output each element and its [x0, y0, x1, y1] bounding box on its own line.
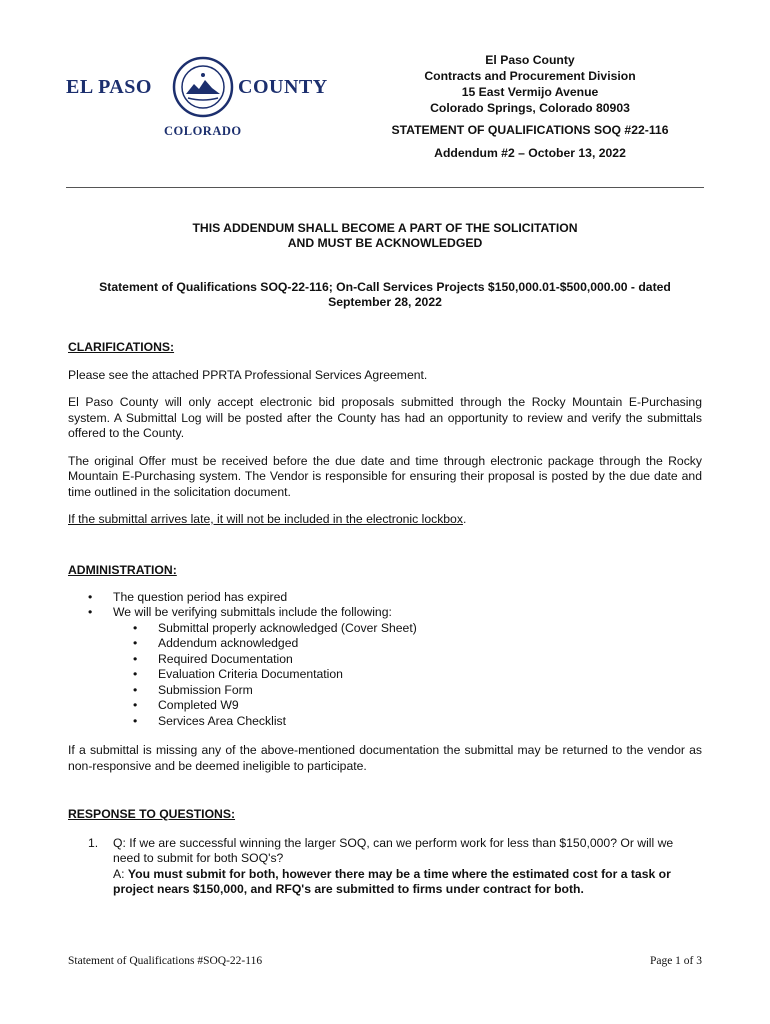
clarification-paragraph: El Paso County will only accept electronic bid proposals submitted through the Rocky Mountain E-Purchasing system. A Submittal Log will be posted after the County has had an opportunity to review and verify the submittals offered to the County.	[68, 395, 702, 440]
header-division: Contracts and Procurement Division	[424, 69, 636, 83]
clarifications-heading: CLARIFICATIONS:	[68, 340, 175, 354]
clarifications-section	[68, 340, 702, 528]
responses-heading: RESPONSE TO QUESTIONS:	[68, 807, 236, 821]
answer-prefix: A:	[113, 866, 128, 881]
subject-line-2: September 28, 2022	[328, 295, 442, 309]
subject-title	[66, 280, 704, 310]
subject-line-1: Statement of Qualifications SOQ-22-116; On-Call Services Projects $150,000.01-$500,000.00 - dated	[99, 280, 671, 294]
late-submittal-period: .	[462, 512, 467, 526]
question-text: Q: If we are successful winning the larger SOQ, can we perform work for less than $150,000? Or will we need to submit for both SOQ's?	[113, 835, 674, 865]
header-street: 15 East Vermijo Avenue	[461, 85, 599, 99]
list-item: • The question period has expired	[68, 590, 702, 606]
header-city: Colorado Springs, Colorado 80903	[430, 101, 630, 115]
sub-list-item: • Services Area Checklist	[68, 714, 702, 730]
administration-list	[68, 590, 702, 730]
administration-section	[68, 563, 702, 774]
sub-list-item: • Required Documentation	[68, 652, 702, 668]
document-header	[360, 52, 700, 161]
sub-list-item: • Completed W9	[68, 698, 702, 714]
answer-text	[113, 867, 702, 898]
header-org: El Paso County	[485, 53, 575, 67]
list-item: • We will be verifying submittals include the following:	[68, 605, 702, 621]
footer-document-title: Statement of Qualifications #SOQ-22-116	[68, 955, 263, 967]
notice-title	[66, 221, 704, 251]
logo-left-word: EL PASO	[66, 76, 152, 98]
logo-right-word: COUNTY	[238, 76, 328, 98]
administration-note: If a submittal is missing any of the above-mentioned documentation the submittal may be returned to the vendor as non-responsive and be deemed ineligible to participate.	[68, 743, 702, 773]
administration-heading: ADMINISTRATION:	[68, 563, 177, 577]
question-item	[68, 836, 702, 898]
sub-list-item: • Addendum acknowledged	[68, 636, 702, 652]
county-seal-icon	[172, 56, 234, 118]
header-divider	[66, 187, 704, 188]
responses-section	[68, 807, 702, 898]
answer-body: You must submit for both, however there may be a time where the estimated cost for a task or project nears $150,000, and RFQ's are submitted to firms under contract for both.	[113, 866, 671, 896]
footer-page-number: Page 1 of 3	[649, 955, 702, 967]
clarification-paragraph: Please see the attached PPRTA Professional Services Agreement.	[68, 367, 428, 382]
sub-list-item: • Submission Form	[68, 683, 702, 699]
notice-line-1: THIS ADDENDUM SHALL BECOME A PART OF THE SOLICITATION	[192, 221, 578, 235]
logo-state-word: COLORADO	[164, 124, 242, 138]
notice-line-2: AND MUST BE ACKNOWLEDGED	[287, 236, 483, 250]
sub-list-item: • Submittal properly acknowledged (Cover Sheet)	[68, 621, 702, 637]
clarification-paragraph: The original Offer must be received before the due date and time through electronic package through the Rocky Mountain E-Purchasing system. The Vendor is responsible for ensuring their proposal is posted by the due date and time outlined in the solicitation document.	[68, 453, 702, 499]
county-logo	[66, 56, 340, 140]
header-soq: STATEMENT OF QUALIFICATIONS SOQ #22-116	[391, 123, 669, 137]
late-submittal-text: If the submittal arrives late, it will not be included in the electronic lockbox	[68, 512, 463, 526]
sub-list-item: • Evaluation Criteria Documentation	[68, 667, 702, 683]
header-addendum: Addendum #2 – October 13, 2022	[434, 146, 626, 160]
late-submittal-note	[68, 512, 702, 528]
question-number: 1.	[88, 835, 99, 850]
